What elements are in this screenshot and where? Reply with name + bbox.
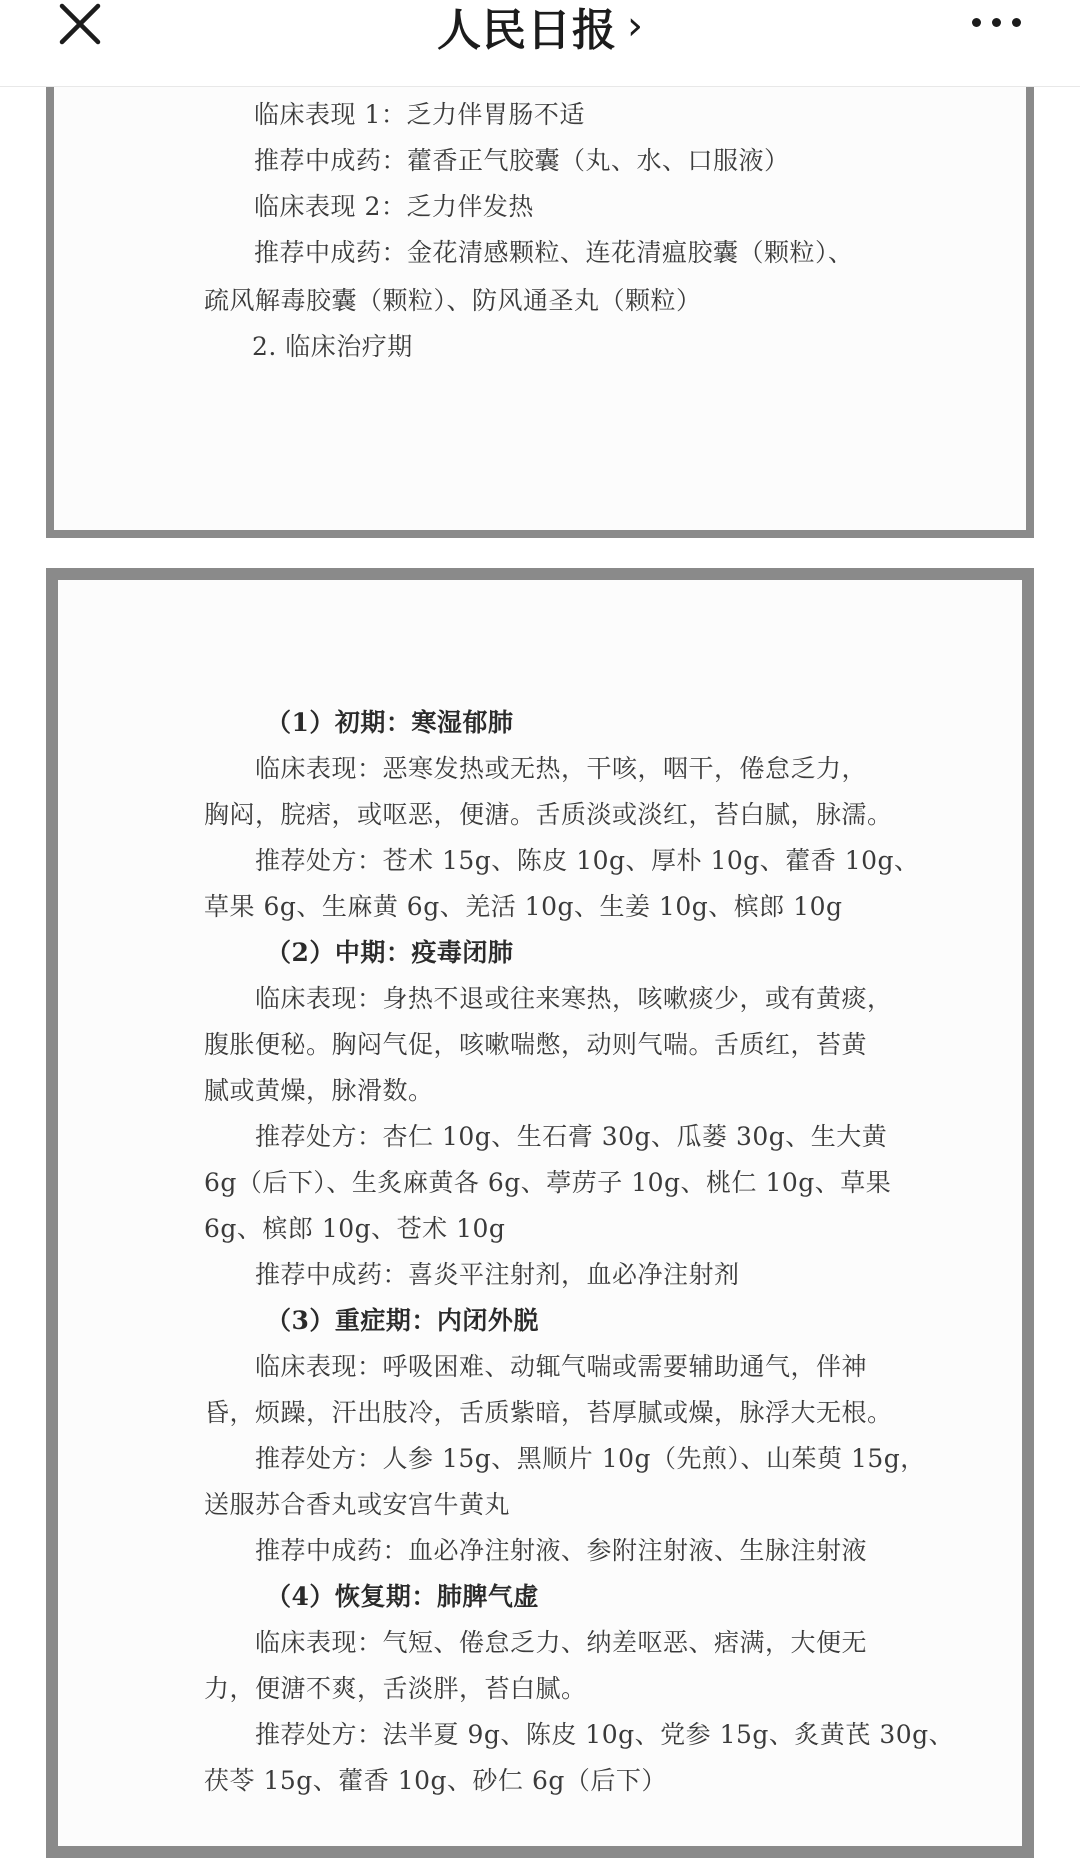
doc-line: 临床表现 2：乏力伴发热 bbox=[254, 192, 534, 221]
doc-line: 推荐中成药：喜炎平注射剂，血必净注射剂 bbox=[255, 1260, 740, 1289]
doc-line: 2. 临床治疗期 bbox=[252, 332, 413, 361]
doc-line: 草果 6g、生麻黄 6g、羌活 10g、生姜 10g、槟郎 10g bbox=[204, 892, 843, 921]
more-icon bbox=[972, 18, 981, 27]
doc-line: 推荐处方：法半夏 9g、陈皮 10g、党参 15g、炙黄芪 30g、 bbox=[255, 1720, 955, 1749]
doc-line: 腹胀便秘。胸闷气促，咳嗽喘憋，动则气喘。舌质红，苔黄 bbox=[204, 1030, 868, 1059]
page-title: 人民日报 bbox=[437, 5, 617, 56]
more-icon-dot bbox=[992, 18, 1001, 27]
app-bar bbox=[0, 0, 1080, 87]
doc-line: 临床表现：恶寒发热或无热，干咳，咽干，倦怠乏力， bbox=[255, 754, 868, 783]
doc-line: 推荐处方：人参 15g、黑顺片 10g（先煎）、山茱萸 15g， bbox=[255, 1444, 926, 1473]
more-button[interactable] bbox=[972, 18, 1028, 28]
doc-line: 送服苏合香丸或安宫牛黄丸 bbox=[204, 1490, 511, 1519]
doc-line: 6g、槟郎 10g、苍术 10g bbox=[204, 1214, 506, 1243]
doc-line: 推荐中成药：血必净注射液、参附注射液、生脉注射液 bbox=[255, 1536, 868, 1565]
doc-line: 推荐中成药：金花清感颗粒、连花清瘟胶囊（颗粒）、 bbox=[254, 238, 854, 267]
doc-line: 疏风解毒胶囊（颗粒）、防风通圣丸（颗粒） bbox=[204, 286, 702, 315]
doc-line: 推荐处方：苍术 15g、陈皮 10g、厚朴 10g、藿香 10g、 bbox=[255, 846, 920, 875]
doc-line: 临床表现：身热不退或往来寒热，咳嗽痰少，或有黄痰， bbox=[255, 984, 893, 1013]
doc-line: 胸闷，脘痞，或呕恶，便溏。舌质淡或淡红，苔白腻，脉濡。 bbox=[204, 800, 893, 829]
doc-line: 临床表现 1：乏力伴胃肠不适 bbox=[254, 100, 585, 129]
document-page-2 bbox=[46, 568, 1034, 1858]
doc-line: 6g（后下）、生炙麻黄各 6g、葶苈子 10g、桃仁 10g、草果 bbox=[204, 1168, 892, 1197]
section-heading: （1）初期：寒湿郁肺 bbox=[266, 708, 514, 737]
more-icon-dot bbox=[1012, 18, 1021, 27]
doc-line: 茯苓 15g、藿香 10g、砂仁 6g（后下） bbox=[204, 1766, 667, 1795]
section-heading: （4）恢复期：肺脾气虚 bbox=[266, 1582, 539, 1611]
doc-line: 力，便溏不爽，舌淡胖，苔白腻。 bbox=[204, 1674, 587, 1703]
document-page-1 bbox=[46, 82, 1034, 538]
account-title-link[interactable] bbox=[0, 0, 1080, 56]
doc-line: 昏，烦躁，汗出肢冷，舌质紫暗，苔厚腻或燥，脉浮大无根。 bbox=[204, 1398, 893, 1427]
doc-line: 腻或黄燥，脉滑数。 bbox=[204, 1076, 434, 1105]
doc-line: 推荐中成药：藿香正气胶囊（丸、水、口服液） bbox=[254, 146, 790, 175]
section-heading: （2）中期：疫毒闭肺 bbox=[266, 938, 514, 967]
chevron-right-icon: › bbox=[627, 3, 643, 49]
doc-line: 推荐处方：杏仁 10g、生石膏 30g、瓜蒌 30g、生大黄 bbox=[255, 1122, 888, 1151]
doc-line: 临床表现：呼吸困难、动辄气喘或需要辅助通气，伴神 bbox=[255, 1352, 868, 1381]
doc-line: 临床表现：气短、倦怠乏力、纳差呕恶、痞满，大便无 bbox=[255, 1628, 868, 1657]
section-heading: （3）重症期：内闭外脱 bbox=[266, 1306, 539, 1335]
